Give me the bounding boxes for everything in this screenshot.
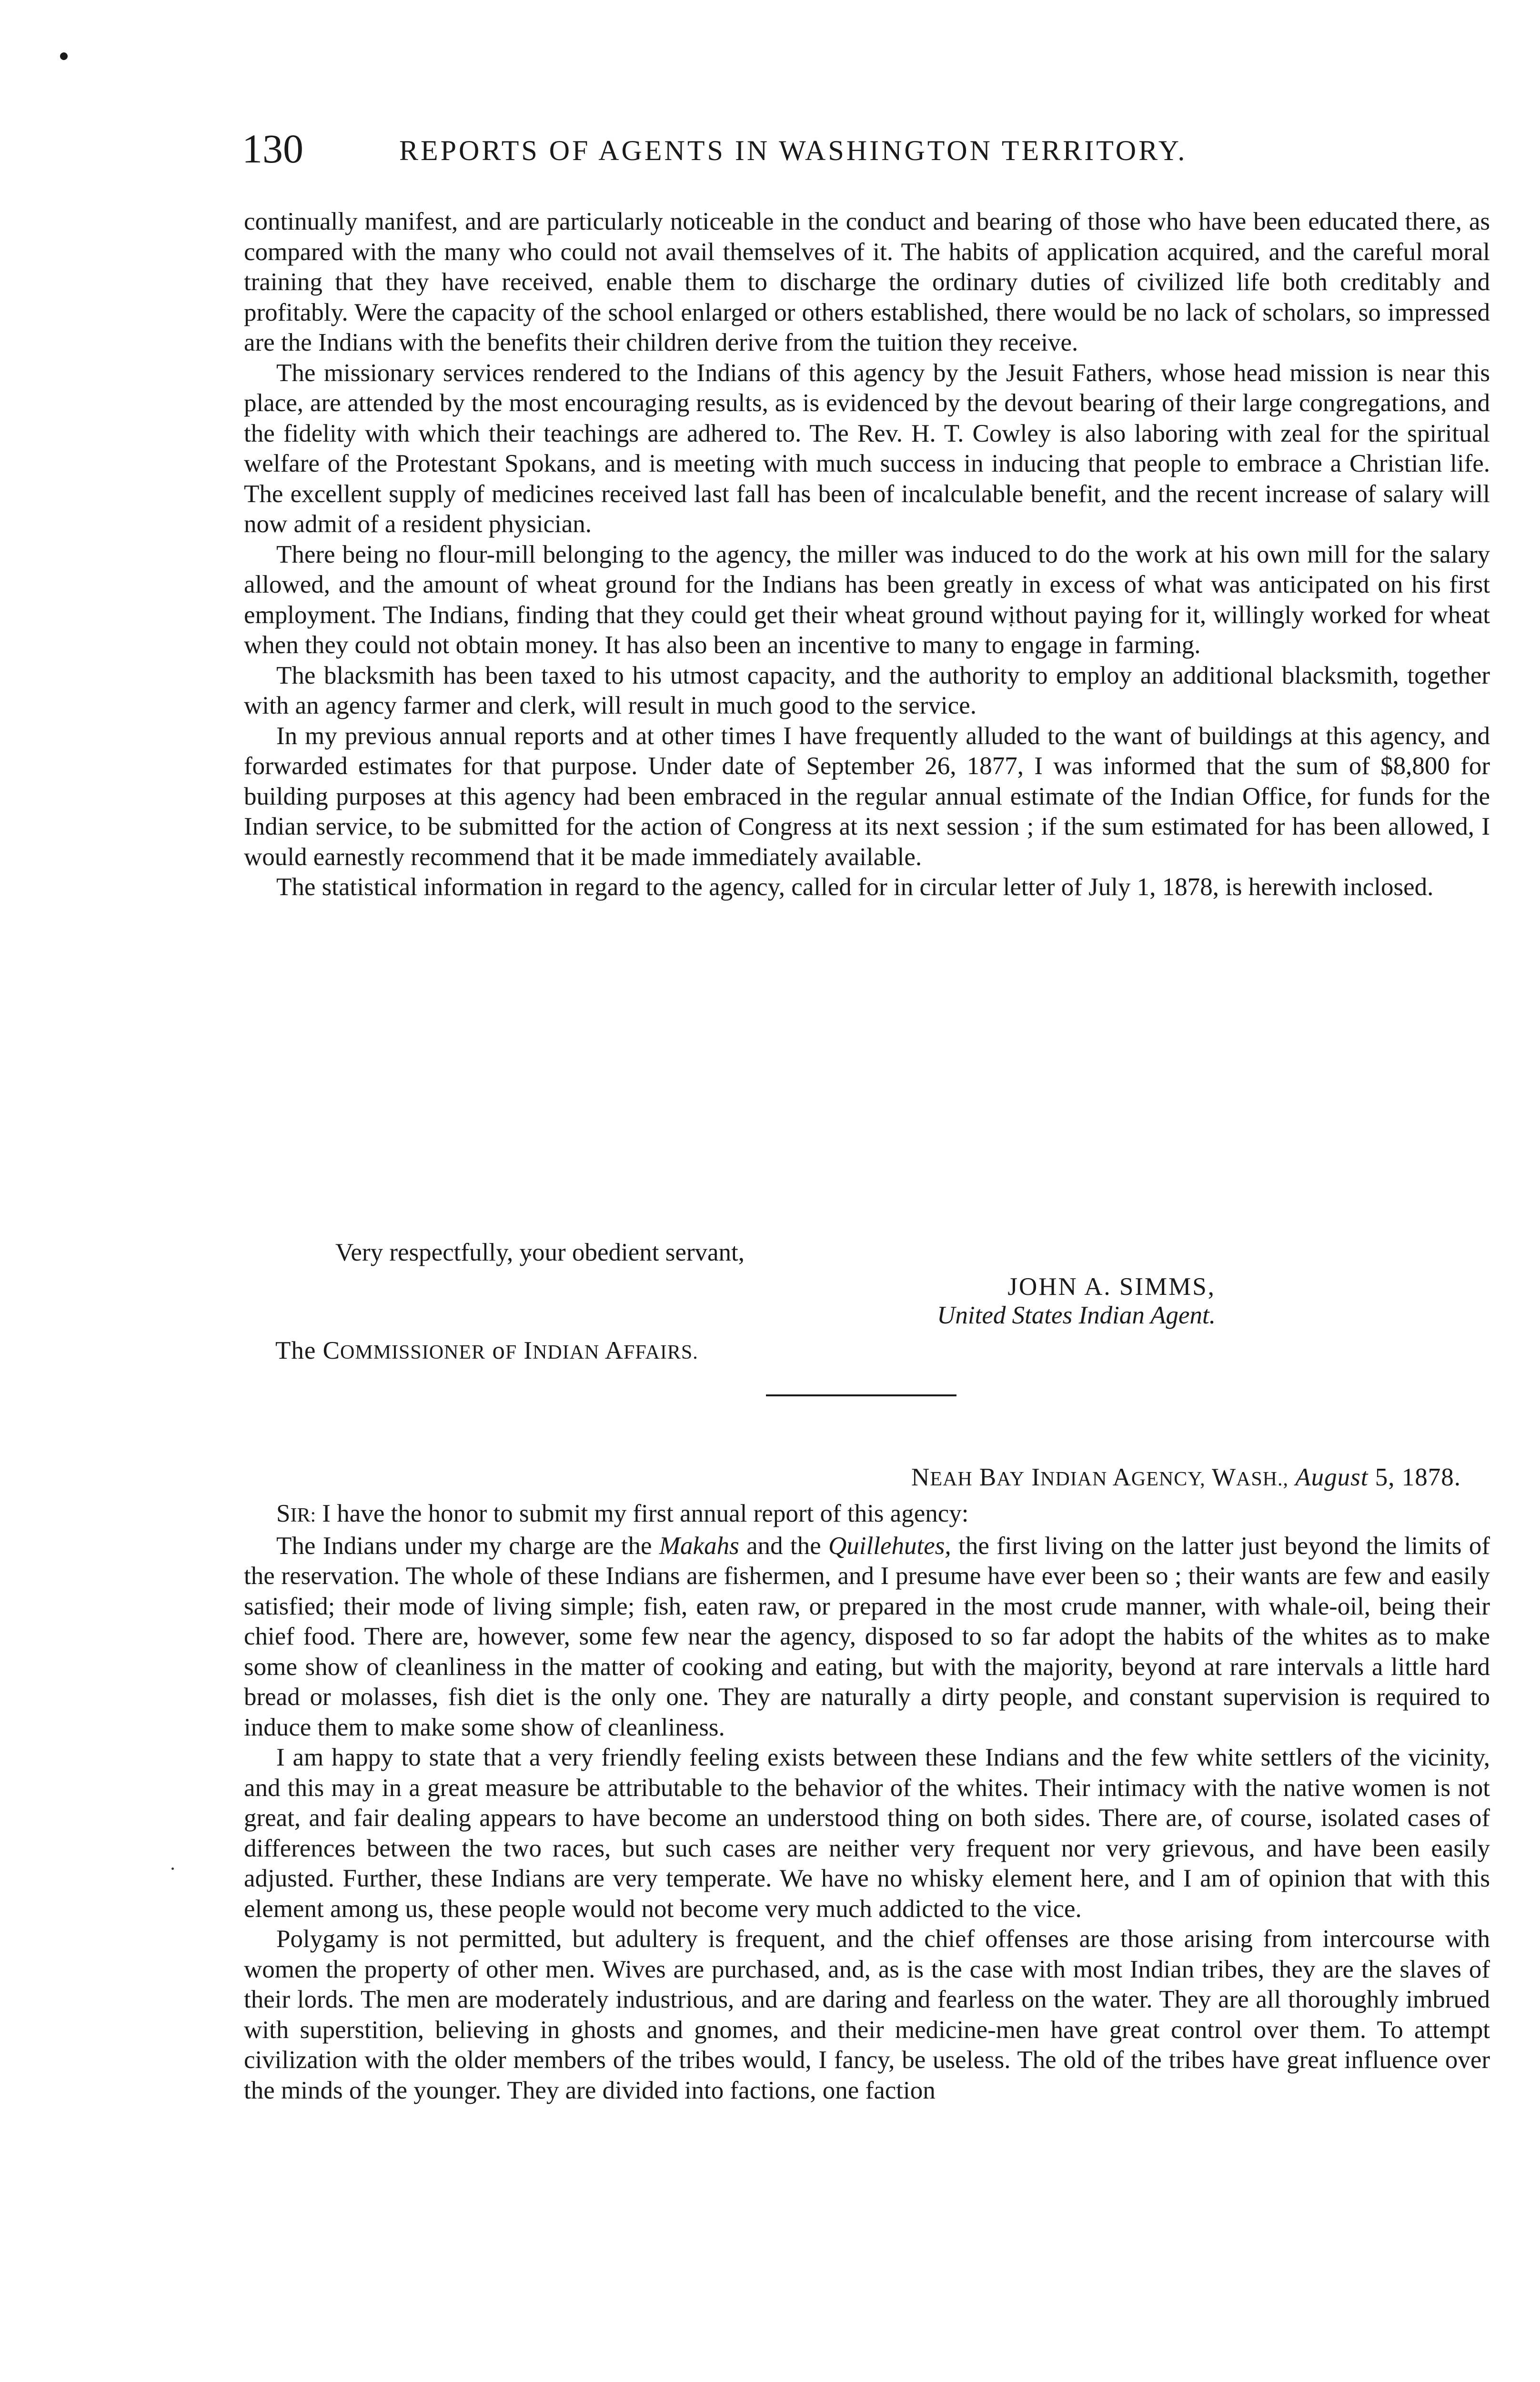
paragraph [244,1531,1490,1743]
paragraph: There being no flour-mill belonging to the agency, the miller was induced to do the work at his own mill for the salary allowed, and the amount of wheat ground for the Indians has been greatly in excess of what was anticipated on his first employment. The Indians, finding that they could get their wheat ground without paying for it, willingly worked for wheat when they could not obtain money. It has also been an incentive to many to engage in farming. [244,540,1490,659]
salutation-paragraph [244,1499,1490,1531]
dateline-word: AGENCY, [1112,1464,1206,1491]
paragraph: I am happy to state that a very friendly feeling exists between these Indians and the few white settlers of the vicinity, and this may in a great measure be attributable to the behavior of the whites. Their intimacy with the native women is not great, and fair dealing appears to have become an understood thing on both sides. There are, of course, isolated cases of differences between the two races, but such cases are neither very frequent nor very grievous, and have been easily adjusted. Further, these Indians are very temperate. We have no whisky element here, and I am of opinion that with this element among us, these people would not become very much addicted to the vice. [244,1744,1490,1923]
paragraph-text: and the [746,1532,821,1560]
section-divider [766,1394,956,1396]
paragraph: In my previous annual reports and at other times I have frequently alluded to the want of buildings at this agency, and forwarded estimates for that purpose. Under date of September 26, 1877, I was informed that the sum of $8,800 for building purposes at this agency had been embraced in the regular annual estimate of the Indian Office, for funds for the Indian service, to be submitted for the action of Congress at its next session ; if the sum estimated for has been allowed, I would earnestly recommend that it be made immediately available. [244,722,1490,871]
tribe-name: Quillehutes, [828,1532,951,1560]
paragraph: The blacksmith has been taxed to his utmost capacity, and the authority to employ an additional blacksmith, together with an agency farmer and clerk, will result in much good to the service. [244,661,1490,719]
salutation-text: I have the honor to submit my first annual report of this agency: [322,1500,969,1527]
tribe-name: Makahs [659,1532,739,1560]
closing-line: Very respectfully, your obedient servant, [335,1239,745,1266]
paragraph: Polygamy is not permitted, but adultery is frequent, and the chief offenses are those arising from intercourse with women the property of other men. Wives are purchased, and, as is the case with most Indian tribes, they are the slaves of their lords. The men are moderately industrious, and are daring and fearless on the water. They are all thoroughly imbrued with superstition, believing in ghosts and gnomes, and their medicine-men have great control over them. To attempt civilization with the older members of the tribes would, I fancy, be useless. The old of the tribes have great influence over the minds of the younger. They are divided into factions, one faction [244,1925,1490,2104]
dateline-word: BAY [979,1464,1025,1491]
salutation: SIR: [276,1500,316,1527]
second-report-body [244,1499,1490,2106]
page-header [242,125,1490,177]
dateline-month: August [1295,1464,1369,1491]
paragraph-text: the first living on the latter just beyond the limits of the reservation. The whole of these Indians are fishermen, and I presume have ever been so ; their wants are few and easily satisfied; their mode of living simple; fish, eaten raw, or prepared in the most crude manner, with whale-oil, being their chief food. There are, however, some few near the agency, disposed to so far adopt the habits of the whites as to make some show of cleanliness in the matter of cooking and eating, but with the majority, beyond at rare intervals a little hard bread or molasses, fish diet is the only one. They are naturally a dirty people, and constant supervision is required to induce them to make some show of cleanliness. [244,1532,1490,1741]
addressee [275,1336,698,1368]
addressee-prefix: The [275,1337,316,1364]
margin-dot [60,52,68,60]
paragraph-text: The Indians under my charge are the [276,1532,652,1560]
addressee-word: COMMISSIONER [322,1337,486,1364]
paragraph: The missionary services rendered to the Indians of this agency by the Jesuit Fathers, whose head mission is near this place, are attended by the most encouraging results, as is evidenced by the devout bearing of their large congregations, and the fidelity with which their teachings are adhered to. The Rev. H. T. Cowley is also laboring with zeal for the spiritual welfare of the Protestant Spokans, and is meeting with much success in inducing that people to embrace a Christian life. The excellent supply of medicines received last fall has been of incalculable benefit, and the recent increase of salary will now admit of a resident physician. [244,359,1490,538]
dateline-word: WASH., [1211,1464,1289,1491]
addressee-word: oF [492,1337,517,1364]
closing-salutation [244,1238,1490,1268]
dateline-word: INDIAN [1031,1464,1107,1491]
first-report-body [244,207,1490,903]
addressee-word: AFFAIRS. [604,1337,698,1364]
page-number: 130 [242,126,303,172]
paragraph: The statistical information in regard to the agency, called for in circular letter of July 1, 1878, is herewith inclosed. [276,873,1434,901]
dateline-day-year: 5, 1878. [1375,1464,1461,1491]
dateline-word: NEAH [911,1464,973,1491]
signature-name: JOHN A. SIMMS, [1007,1273,1216,1301]
dateline [0,1463,1461,1495]
addressee-word: INDIAN [523,1337,600,1364]
running-head: REPORTS OF AGENTS IN WASHINGTON TERRITORY. [399,135,1188,166]
signature-title: United States Indian Agent. [937,1302,1216,1329]
speck-mark [171,1867,174,1870]
paragraph: continually manifest, and are particularly noticeable in the conduct and bearing of those who have been educated there, as compared with the many who could not avail themselves of it. The habits of application acquired, and the careful moral training that they have received, enable them to discharge the ordinary duties of civilized life both creditably and profitably. Were the capacity of the school enlarged or others established, there would be no lack of scholars, so impressed are the Indians with the benefits their children derive from the tuition they receive. [244,208,1490,356]
